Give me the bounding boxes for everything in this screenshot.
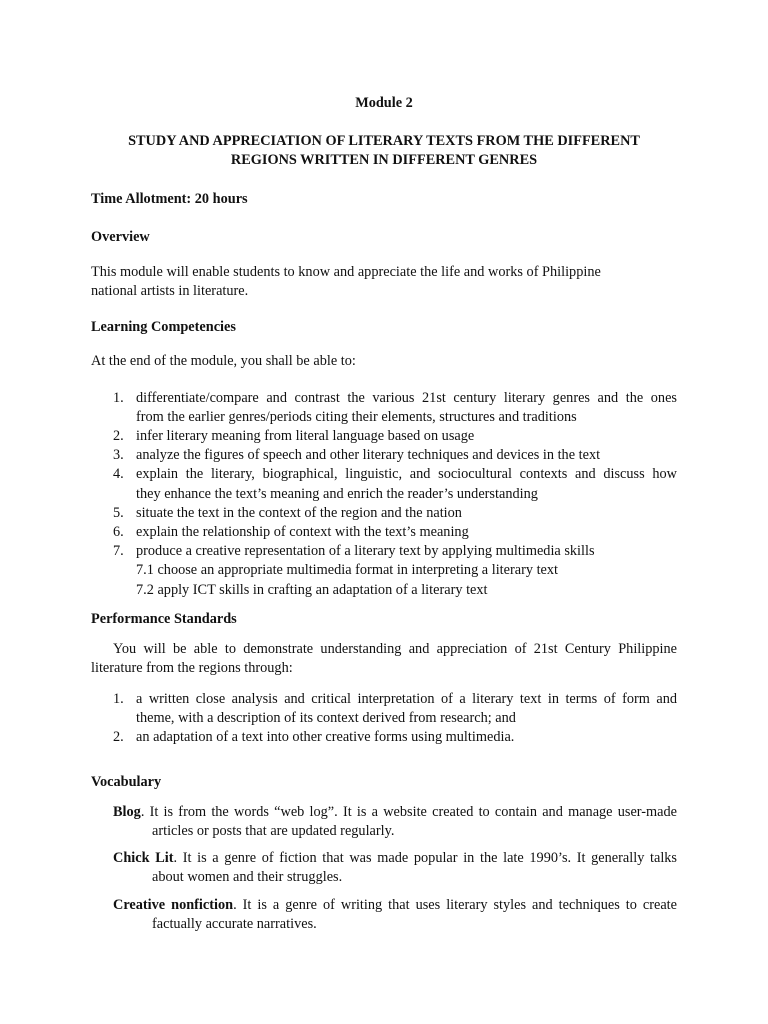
performance-text-line-1: You will be able to demonstrate understanding and appreciation of 21st Century Philippine xyxy=(113,641,677,657)
list-number: 5. xyxy=(113,505,124,521)
vocabulary-entry xyxy=(113,898,677,912)
vocabulary-definition: . It is a genre of fiction that was made popular in the late 1990’s. It generally talks xyxy=(173,850,677,866)
list-item: explain the literary, biographical, linguistic, and sociocultural contexts and discuss how xyxy=(136,466,677,482)
time-allotment: Time Allotment: 20 hours xyxy=(91,191,248,207)
overview-text-line-1: This module will enable students to know and appreciate the life and works of Philippine xyxy=(91,264,601,280)
list-number: 1. xyxy=(113,691,124,707)
performance-text-line-2: literature from the regions through: xyxy=(91,660,293,676)
list-number: 6. xyxy=(113,524,124,540)
list-number: 4. xyxy=(113,466,124,482)
list-item: differentiate/compare and contrast the various 21st century literary genres and the ones xyxy=(136,390,677,406)
list-item: a written close analysis and critical interpretation of a literary text in terms of form and xyxy=(136,691,677,707)
vocabulary-term: Chick Lit xyxy=(113,850,174,866)
module-label: Module 2 xyxy=(355,95,413,111)
list-number: 1. xyxy=(113,390,124,406)
vocabulary-definition-continuation: articles or posts that are updated regularly. xyxy=(152,823,395,839)
list-item: analyze the figures of speech and other literary techniques and devices in the text xyxy=(136,447,601,463)
list-item: infer literary meaning from literal language based on usage xyxy=(136,428,475,444)
vocabulary-entry xyxy=(113,805,677,819)
vocabulary-heading: Vocabulary xyxy=(91,774,162,790)
list-item: an adaptation of a text into other creative forms using multimedia. xyxy=(136,729,515,745)
list-item-continuation: from the earlier genres/periods citing their elements, structures and traditions xyxy=(136,409,577,425)
learning-competencies-heading: Learning Competencies xyxy=(91,319,236,335)
list-number: 2. xyxy=(113,729,124,745)
title-line-1: STUDY AND APPRECIATION OF LITERARY TEXTS FROM THE DIFFERENT xyxy=(128,133,640,149)
list-item-continuation: theme, with a description of its context derived from research; and xyxy=(136,710,516,726)
list-number: 3. xyxy=(113,447,124,463)
vocabulary-definition: . It is from the words “web log”. It is a website created to contain and manage user-made xyxy=(140,804,677,820)
learning-intro: At the end of the module, you shall be able to: xyxy=(91,353,356,369)
list-item: situate the text in the context of the region and the nation xyxy=(136,505,462,521)
vocabulary-definition-continuation: factually accurate narratives. xyxy=(152,916,317,932)
vocabulary-definition: . It is a genre of writing that uses literary styles and techniques to create xyxy=(233,897,678,913)
vocabulary-term: Creative nonfiction xyxy=(113,897,234,913)
vocabulary-term: Blog xyxy=(113,804,141,820)
list-item: explain the relationship of context with the text’s meaning xyxy=(136,524,469,540)
vocabulary-definition-continuation: about women and their struggles. xyxy=(152,869,343,885)
overview-text-line-2: national artists in literature. xyxy=(91,283,249,299)
performance-standards-heading: Performance Standards xyxy=(91,611,237,627)
list-number: 2. xyxy=(113,428,124,444)
sub-list-item: 7.1 choose an appropriate multimedia format in interpreting a literary text xyxy=(136,562,559,578)
list-number: 7. xyxy=(113,543,124,559)
vocabulary-entry xyxy=(113,851,677,865)
title-line-2: REGIONS WRITTEN IN DIFFERENT GENRES xyxy=(230,152,538,168)
list-item: produce a creative representation of a literary text by applying multimedia skills xyxy=(136,543,595,559)
list-item-continuation: they enhance the text’s meaning and enrich the reader’s understanding xyxy=(136,486,538,502)
sub-list-item: 7.2 apply ICT skills in crafting an adaptation of a literary text xyxy=(136,582,488,598)
overview-heading: Overview xyxy=(91,229,150,245)
